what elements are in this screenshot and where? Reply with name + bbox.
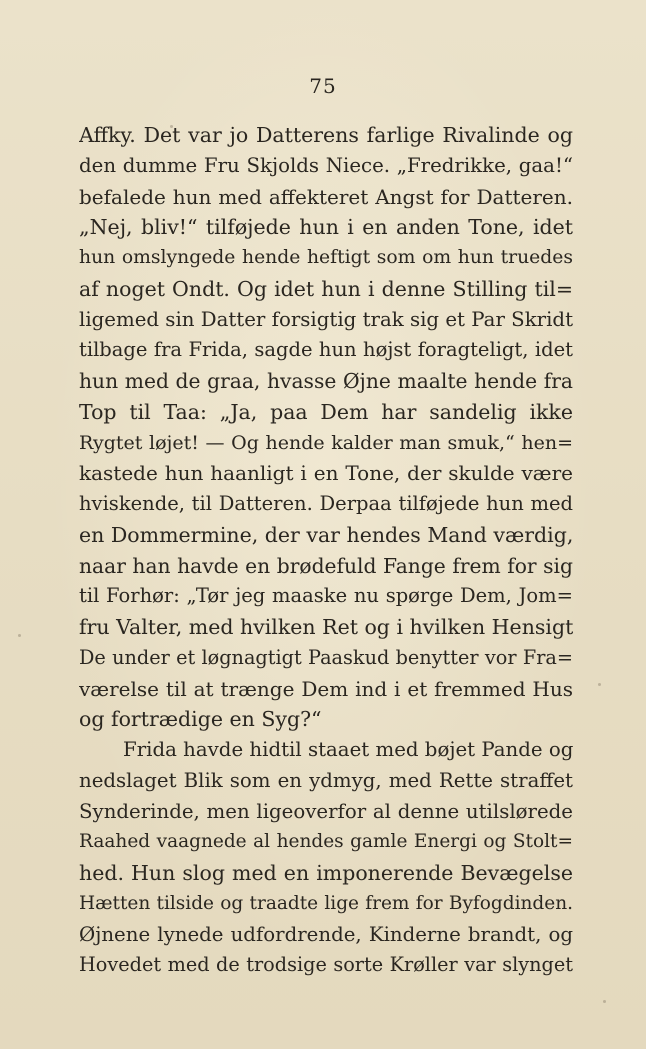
text-line: af noget Ondt. Og idet hun i denne Stilling til= xyxy=(79,276,573,301)
text-line: naar han havde en brødefuld Fange frem for sig xyxy=(79,553,573,578)
text-line: Øjnene lynede udfordrende, Kinderne brandt, og xyxy=(79,922,573,946)
text-line: Rygtet løjet! — Og hende kalder man smuk,“ hen= xyxy=(79,431,573,454)
text-line: den dumme Fru Skjolds Niece. „Fredrikke, gaa!“ xyxy=(79,153,573,177)
page-number: 75 xyxy=(309,74,337,98)
text-line: ligemed sin Datter forsigtig trak sig et Par Skridt xyxy=(79,307,573,331)
text-line: til Forhør: „Tør jeg maaske nu spørge Dem, Jom= xyxy=(79,584,573,608)
text-line: „Nej, bliv!“ tilføjede hun i en anden Tone, idet xyxy=(79,215,573,240)
text-line: De under et løgnagtigt Paaskud benytter vor Fra= xyxy=(79,645,573,669)
text-line: Top til Taa: „Ja, paa Dem har sandelig ikke xyxy=(79,399,573,424)
text-line: hviskende, til Datteren. Derpaa tilføjede hun med xyxy=(79,492,573,515)
text-line-paragraph-start: Frida havde hidtil staaet med bøjet Pande og xyxy=(123,738,573,761)
text-line-paragraph-end: og fortrædige en Syg?“ xyxy=(79,707,322,732)
paper-speck xyxy=(170,125,173,128)
text-line: kastede hun haanligt i en Tone, der skulde være xyxy=(79,461,573,486)
text-line: Hovedet med de trodsige sorte Krøller var slynget xyxy=(79,953,573,977)
text-line: nedslaget Blik som en ydmyg, med Rette straffet xyxy=(79,768,573,792)
text-line: Affky. Det var jo Datterens farlige Rivalinde og xyxy=(79,123,573,147)
text-line: fru Valter, med hvilken Ret og i hvilken Hensigt xyxy=(79,615,573,639)
paper-speck xyxy=(603,1000,606,1003)
text-line: tilbage fra Frida, sagde hun højst foragteligt, idet xyxy=(79,338,573,362)
text-line: hed. Hun slog med en imponerende Bevægelse xyxy=(79,861,573,885)
text-line: en Dommermine, der var hendes Mand værdig, xyxy=(79,522,573,547)
text-line: Raahed vaagnede al hendes gamle Energi og Stolt= xyxy=(79,831,573,853)
text-line: hun omslyngede hende heftigt som om hun truedes xyxy=(79,247,573,268)
text-line: værelse til at trænge Dem ind i et fremmed Hus xyxy=(79,676,573,701)
text-line: Synderinde, men ligeoverfor al denne utilslørede xyxy=(79,799,573,823)
text-line: befalede hun med affekteret Angst for Datteren. xyxy=(79,184,573,209)
text-line: Hætten tilside og traadte lige frem for Byfogdinden. xyxy=(79,892,573,914)
text-line: hun med de graa, hvasse Øjne maalte hende fra xyxy=(79,369,573,393)
paper-speck xyxy=(598,683,601,686)
paper-speck xyxy=(18,634,21,637)
text-body xyxy=(79,120,573,981)
